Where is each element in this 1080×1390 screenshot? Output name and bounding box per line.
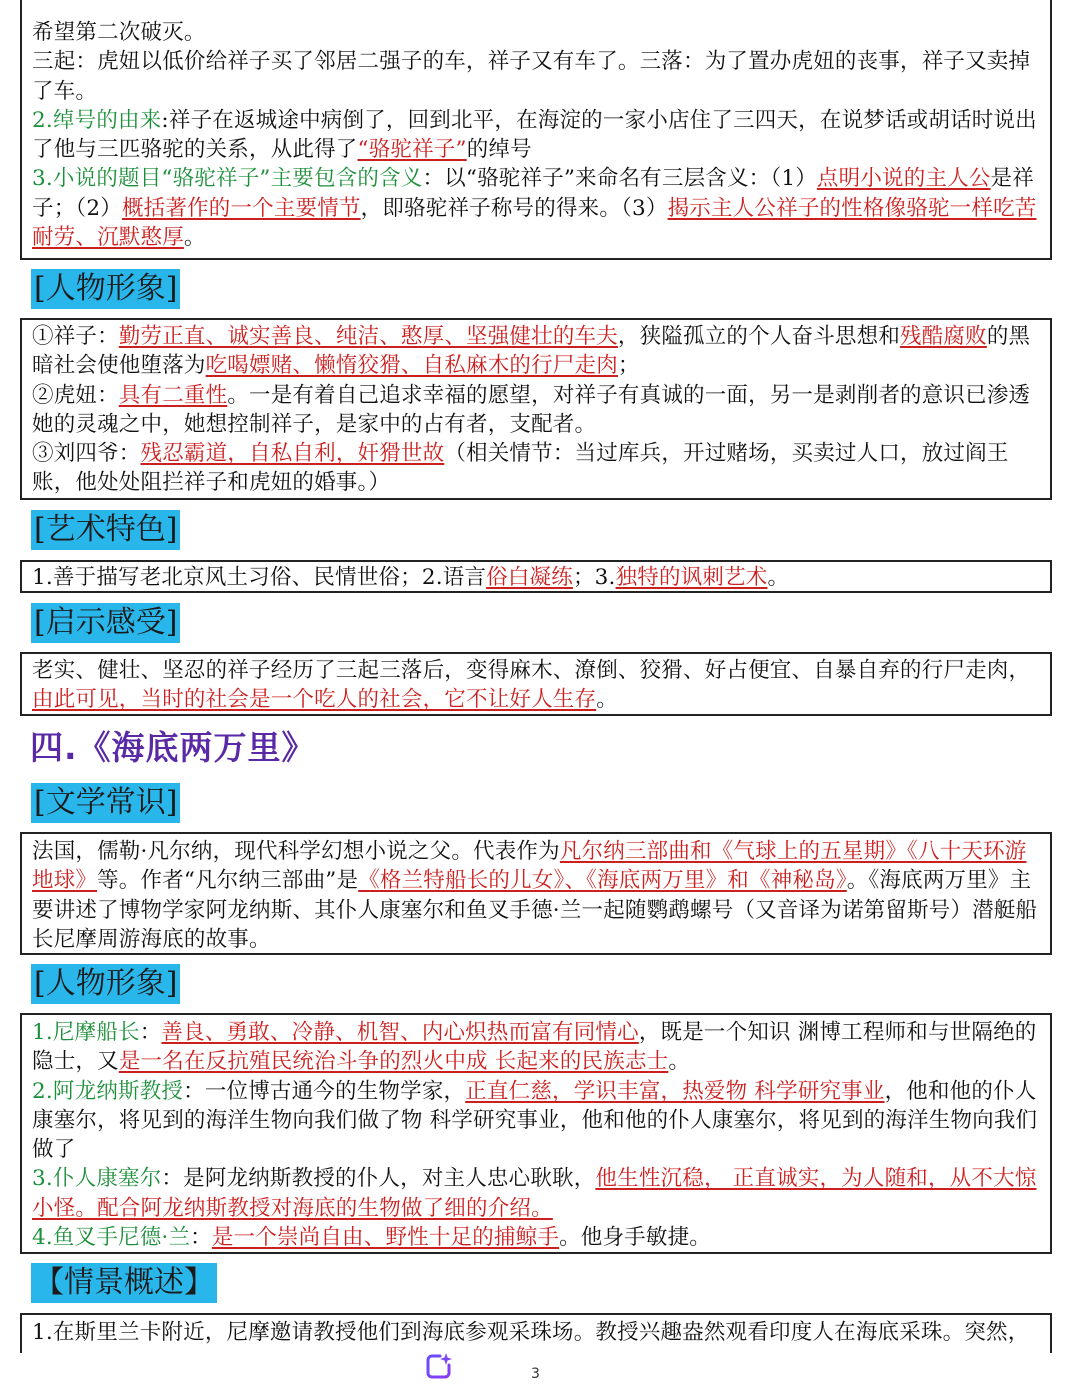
- green-label: 1.尼摩船长: [32, 1020, 140, 1045]
- content-block-xiangzi-summary: [20, 0, 1052, 260]
- text-span: 等。作者“凡尔纳三部曲”是: [97, 868, 359, 894]
- text-span: ：: [139, 1020, 162, 1045]
- text-span: 。一是有着自己追求幸福的愿望，对祥子有真诚的一面，另一是剥削者的意识已渗透她的灵魂之中，她想控制祥子，是家中的占有者，支配者。: [32, 382, 1031, 437]
- section-tag-art-features: [31, 510, 180, 550]
- text-span: 。他身手敏捷。: [559, 1225, 711, 1251]
- text-span: 法国，儒勒·凡尔纳，现代科学幻想小说之父。代表作为: [32, 839, 560, 864]
- text-span: 的黑暗社会使他堕落为: [32, 324, 1031, 379]
- red-highlight: 点明小说的主人公: [816, 166, 991, 192]
- section-tag-literary-knowledge: [31, 783, 180, 823]
- red-highlight: 俗白凝练: [486, 565, 573, 590]
- red-highlight: 正直仁慈，学识丰富，热爱物 科学研究事业: [465, 1078, 885, 1104]
- red-highlight: “骆驼祥子”: [357, 137, 467, 163]
- section-tag-characters: [31, 269, 180, 309]
- green-label: 2.阿龙纳斯教授: [32, 1078, 184, 1104]
- red-highlight: 他生性沉稳， 正直诚实，为人随和，从不大惊小怪。配合阿龙纳斯教授对海底的生物做了细的介绍。: [32, 1166, 1037, 1221]
- content-block-inspiration: [20, 652, 1052, 716]
- text-span: ：一位博古通今的生物学家，: [183, 1078, 466, 1104]
- tag-label: [文学常识]: [34, 785, 178, 820]
- character-ned-land: [32, 1223, 1040, 1252]
- text-span: （相关情节：当过库兵，开过赌场，买卖过人口，放过阎王账，他处处阻拦祥子和虎妞的婚事。）: [32, 441, 1009, 496]
- text-span: ③刘四爷：: [32, 441, 141, 467]
- tag-label: [人物形象]: [34, 966, 178, 1001]
- text-span: ：以“骆驼祥子”来命名有三层含义：（1）: [422, 166, 817, 192]
- text-span: 。《海底两万里》主要讲述了博物学家阿龙纳斯、其仆人康塞尔和鱼叉手德·兰一起随鹦鹉螺号（又音译为诺第留斯号）潜艇船长尼摩周游海底的故事。: [32, 868, 1038, 952]
- red-highlight: 吃喝嫖赌、懒惰狡猾、自私麻木的行尸走肉: [205, 353, 618, 379]
- art-features-text: [32, 563, 1040, 592]
- red-highlight: 勤劳正直、诚实善良、纯洁、憨厚、坚强健壮的车夫: [118, 324, 618, 349]
- page-number: 3: [531, 1366, 540, 1382]
- tag-label: 【情景概述】: [34, 1265, 214, 1300]
- character-aronnax: [32, 1077, 1040, 1165]
- tag-label: [人物形象]: [34, 271, 178, 306]
- character-liusiye: [32, 439, 1040, 498]
- text-paragraph: 三起：虎妞以低价给祥子买了邻居二强子的车，祥子又有车了。三落：为了置办虎妞的丧事，祥子又卖掉了车。: [32, 49, 1031, 104]
- red-highlight: 独特的讽刺艺术: [615, 565, 768, 590]
- text-span: ，既是一个知识 渊博工程师和与世隔绝的隐士，又: [32, 1020, 1037, 1075]
- character-nemo: [32, 1018, 1040, 1077]
- red-highlight: 《格兰特船长的儿女》、《海底两万里》和《神秘岛》: [358, 868, 847, 894]
- green-label: 4.鱼叉手尼德·兰: [32, 1225, 191, 1251]
- section-tag-characters-2: [31, 964, 180, 1004]
- text-span: ；3.: [572, 565, 616, 590]
- text-span: ；: [617, 353, 640, 379]
- green-label: 2.绰号的由来: [32, 107, 162, 133]
- red-highlight: 凡尔纳三部曲和《气球上的五星期》《八十天环游地球》: [32, 839, 1027, 894]
- text-span: 1.善于描写老北京风土习俗、民情世俗；2.语言: [32, 565, 487, 590]
- section-title-twenty-thousand-leagues: 四.《海底两万里》: [30, 728, 316, 767]
- red-highlight: 由此可见，当时的社会是一个吃人的社会，它不让好人生存: [32, 687, 597, 713]
- red-highlight: 概括著作的一个主要情节: [121, 195, 361, 221]
- red-highlight: 具有二重性: [118, 382, 228, 408]
- character-conseil: [32, 1164, 1040, 1223]
- content-block-literary-knowledge: [20, 832, 1052, 955]
- text-line: 希望第二次破灭。: [32, 20, 206, 45]
- text-span: 的绰号: [466, 137, 532, 163]
- character-xiangzi: [32, 322, 1040, 381]
- text-span: 。: [596, 687, 618, 713]
- red-highlight: 善良、勇敢、冷静、机智、内心炽热而富有同情心: [161, 1020, 639, 1045]
- text-span: 。: [183, 225, 206, 251]
- text-span: ，即骆驼祥子称号的得来。（3）: [360, 195, 668, 221]
- content-block-scene-summary: [20, 1313, 1052, 1353]
- red-highlight: 是一名在反抗殖民统治斗争的烈火中成 长起来的民族志士: [118, 1049, 669, 1075]
- red-highlight: 残忍霸道，自私自利，奸猾世故: [140, 441, 445, 467]
- content-block-characters-2: [20, 1013, 1052, 1254]
- text-span: 老实、健壮、坚忍的祥子经历了三起三落后，变得麻木、潦倒、狡猾、好占便宜、自暴自弃的行尸走肉，: [32, 658, 1031, 683]
- edit-sparkle-icon[interactable]: [424, 1351, 454, 1381]
- content-block-characters: [20, 318, 1052, 500]
- green-label: 3.仆人康塞尔: [32, 1166, 162, 1192]
- tag-label: [艺术特色]: [34, 512, 178, 547]
- text-span: ②虎妞：: [32, 382, 119, 408]
- text-span: 。: [767, 565, 790, 590]
- inspiration-text: [32, 656, 1040, 715]
- literary-knowledge-text: [32, 837, 1040, 954]
- text-span: ：: [190, 1225, 212, 1251]
- red-highlight: 揭示主人公祥子的性格像骆驼一样吃苦耐劳、沉默憨厚: [32, 195, 1037, 251]
- text-span: 。: [668, 1049, 691, 1075]
- scene-summary-text: 1.在斯里兰卡附近，尼摩邀请教授他们到海底参观采珠场。教授兴趣盎然观看印度人在海底采珠。突然，: [32, 1320, 1030, 1345]
- section-tag-scene-summary: [31, 1263, 217, 1303]
- text-span: ，狭隘孤立的个人奋斗思想和: [617, 324, 901, 349]
- text-span: :祥子在返城途中病倒了，回到北平，在海淀的一家小店住了三四天，在说梦话或胡话时说出了他与三匹骆驼的关系，从此得了: [32, 107, 1037, 163]
- title-meaning-paragraph: [32, 164, 1040, 252]
- section-tag-inspiration: [31, 603, 180, 643]
- character-huniu: [32, 381, 1040, 440]
- text-span: ，他和他的仆人康塞尔，将见到的海洋生物向我们做了物 科学研究事业，他和他的仆人康塞尔，将见到的海洋生物向我们做了: [32, 1078, 1038, 1163]
- text-span: ：是阿龙纳斯教授的仆人，对主人忠心耿耿，: [161, 1166, 596, 1192]
- red-highlight: 是一个崇尚自由、野性十足的捕鲸手: [211, 1225, 560, 1251]
- content-block-art-features: [20, 560, 1052, 593]
- nickname-origin-paragraph: [32, 106, 1040, 165]
- green-label: 3.小说的题目“骆驼祥子”主要包含的含义: [32, 166, 423, 192]
- text-span: ①祥子：: [32, 324, 119, 349]
- red-highlight: 残酷腐败: [900, 324, 987, 349]
- text-span: 是祥子；（2）: [32, 166, 1034, 221]
- tag-label: [启示感受]: [34, 605, 178, 640]
